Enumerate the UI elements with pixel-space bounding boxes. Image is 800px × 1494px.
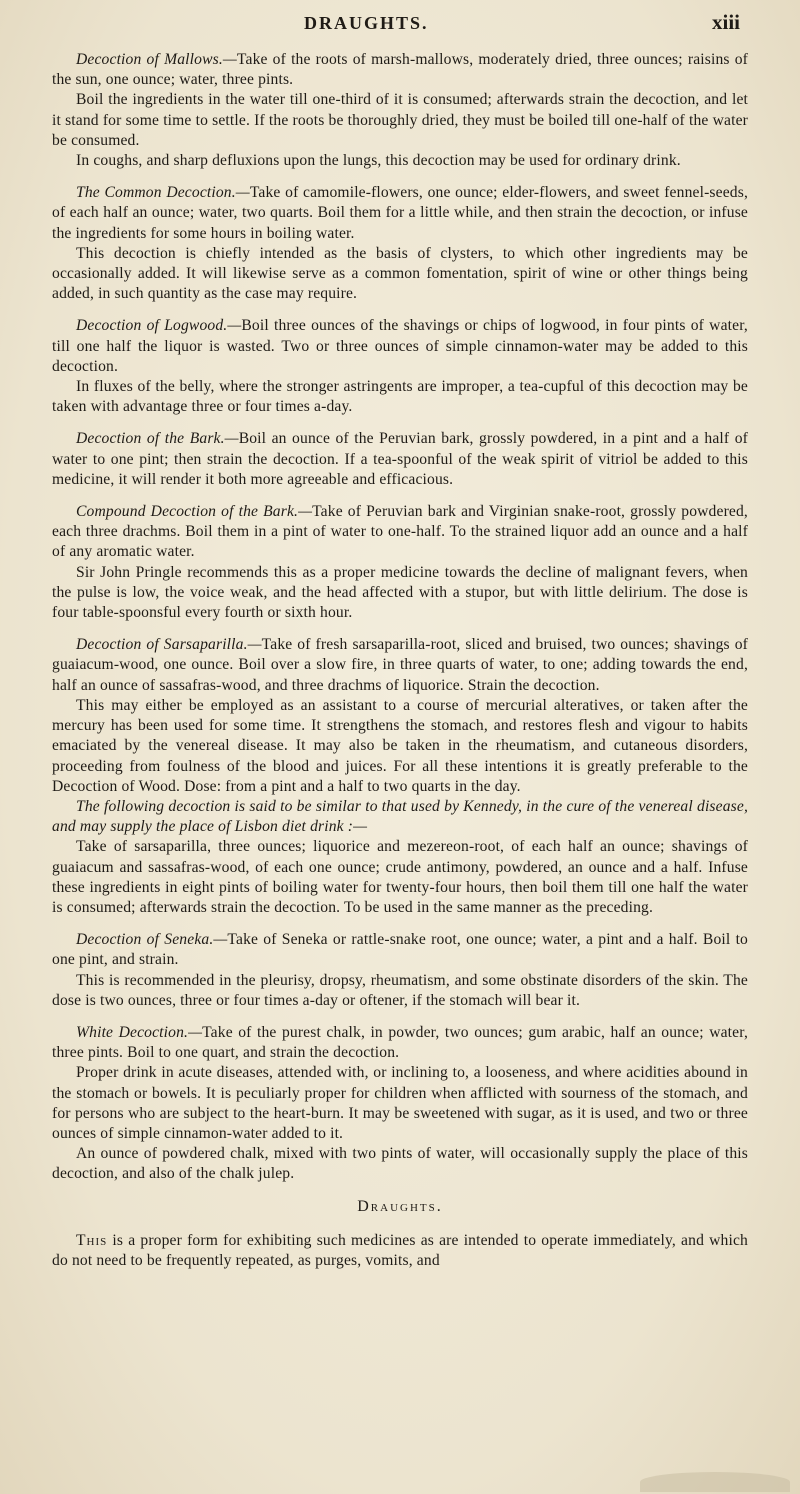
section-mallows — [52, 50, 748, 171]
page-number: xiii — [711, 10, 740, 34]
page-header — [52, 10, 748, 50]
section-white-decoction — [52, 1023, 748, 1185]
entry-text: Boil three ounces of the shavings or chips of logwood, in four pints of water, till one half the liquor is wasted. Two or three ounces of simple cinnamon-water may be added to this decoction. — [52, 317, 748, 375]
entry-title: Decoction of Logwood.— — [76, 317, 242, 335]
paragraph: An ounce of powdered chalk, mixed with two pints of water, will occasionally supply the place of this decoction, and also of the chalk julep. — [52, 1145, 748, 1183]
section-heading-draughts: Draughts. — [357, 1197, 443, 1215]
entry-text: is a proper form for exhibiting such medicines as are intended to operate immediately, and which do not need to be frequently repeated, as purges, vomits, and — [52, 1231, 748, 1269]
entry-title: Decoction of Sarsaparilla.— — [76, 636, 262, 654]
section-gap — [52, 918, 748, 930]
paragraph — [52, 183, 748, 244]
paragraph: In coughs, and sharp defluxions upon the lungs, this decoction may be used for ordinary drink. — [76, 152, 681, 170]
paragraph — [52, 50, 748, 90]
paragraph — [52, 930, 748, 970]
paragraph — [52, 635, 748, 696]
paragraph — [52, 429, 748, 490]
paragraph: This is recommended in the pleurisy, dropsy, rheumatism, and some obstinate disorders of the skin. The dose is two ounces, three or four times a-day or oftener, if the stomach will bear it. — [52, 971, 748, 1009]
paragraph: Proper drink in acute diseases, attended with, or inclining to, a looseness, and where acidities abound in the stomach or bowels. It is peculiarly proper for children when afflicted with sourness of the stomach, and for persons who are subject to the heart-burn. It may be sweetened with sugar, as it is used, and two or three ounces of simple cinnamon-water added to it. — [52, 1064, 748, 1142]
entry-text: Take of fresh sarsaparilla-root, sliced and bruised, two ounces; shavings of guaiacum-wood, one ounce. Boil over a slow fire, in three quarts of water, to one; adding towards the end, half an ounce of sassafras-wood, and three drachms of liquorice. Strain the decoction. — [52, 636, 748, 694]
section-seneka — [52, 930, 748, 1011]
section-gap — [52, 1011, 748, 1023]
section-gap — [52, 490, 748, 502]
entry-text: Take of Peruvian bark and Virginian snake-root, grossly powdered, each three drachms. Boil them in a pint of water to one-half. To the strained liquor add an ounce and a half of any aromatic water. — [52, 503, 748, 561]
section-sarsaparilla — [52, 635, 748, 918]
entry-text: Take of the purest chalk, in powder, two ounces; gum arabic, half an ounce; water, three pints. Boil to one quart, and strain the decoction. — [52, 1023, 748, 1062]
section-gap — [52, 304, 748, 316]
entry-title: Decoction of the Bark.— — [76, 430, 239, 448]
paragraph — [52, 1231, 748, 1271]
entry-text: Take of camomile-flowers, one ounce; elder-flowers, and sweet fennel-seeds, of each half an ounce; water, two quarts. Boil them for a little while, and then strain the decoction, or infuse the ingredients for some hours in boiling water. — [52, 184, 748, 242]
entry-title: The Common Decoction.— — [76, 184, 250, 202]
lead-word: This — [76, 1231, 108, 1249]
page-body — [52, 50, 748, 1271]
paragraph: Take of sarsaparilla, three ounces; liquorice and mezereon-root, of each half an ounce; shavings of guaiacum and sassafras-wood, of each one ounce; crude antimony, powdered, an ounce and a half. Infuse these ingredients in eight pints of boiling water for twenty-four hours, then boil them till one half the water is consumed; afterwards strain the decoction. To be used in the same manner as the preceding. — [52, 838, 748, 916]
paragraph: Boil the ingredients in the water till one-third of it is consumed; afterwards strain the decoction, and let it stand for some time to settle. If the roots be thoroughly dried, they must be boiled till one-half of the water be consumed. — [52, 91, 748, 149]
section-bark — [52, 429, 748, 490]
section-compound-bark — [52, 502, 748, 623]
entry-text: Take of the roots of marsh-mallows, moderately dried, three ounces; raisins of the sun, one ounce; water, three pints. — [52, 51, 748, 89]
entry-text: Take of Seneka or rattle-snake root, one ounce; water, a pint and a half. Boil to one pint, and strain. — [52, 931, 748, 969]
paragraph: This may either be employed as an assistant to a course of mercurial alteratives, or taken after the mercury has been used for some time. It strengthens the stomach, and restores flesh and vigour to habits emaciated by the venereal disease. It may also be taken in the rheumatism, and cutaneous disorders, proceeding from foulness of the blood and juices. For all these intentions it is greatly preferable to the Decoction of Wood. Dose: from a pint and a half to two quarts in the day. — [52, 696, 748, 795]
section-logwood — [52, 316, 748, 417]
paragraph: In fluxes of the belly, where the stronger astringents are improper, a tea-cupful of this decoction may be taken with advantage three or four times a-day. — [52, 378, 748, 416]
entry-title: Decoction of Seneka.— — [76, 931, 228, 949]
paper-stain — [640, 1472, 790, 1492]
entry-title: White Decoction.— — [76, 1023, 203, 1041]
entry-title: Compound Decoction of the Bark.— — [76, 503, 313, 521]
entry-text: Boil an ounce of the Peruvian bark, grossly powdered, in a pint and a half of water to one pint; then strain the decoction. If a tea-spoonful of the weak spirit of vitriol be added to this medicine, it will render it both more agreeable and efficacious. — [52, 430, 748, 488]
section-common-decoction — [52, 183, 748, 304]
section-gap — [52, 171, 748, 183]
paragraph — [52, 316, 748, 377]
paragraph: Sir John Pringle recommends this as a proper medicine towards the decline of malignant fevers, when the pulse is low, the voice weak, and the head affected with a stupor, but with little delirium. The dose is four table-spoonsful every fourth or sixth hour. — [52, 563, 748, 622]
paragraph-italic: The following decoction is said to be similar to that used by Kennedy, in the cure of the venereal disease, and may supply the place of Lisbon diet drink :— — [52, 797, 748, 836]
section-gap — [52, 623, 748, 635]
section-gap — [52, 417, 748, 429]
paragraph: This decoction is chiefly intended as the basis of clysters, to which other ingredients may be occasionally added. It will likewise serve as a common fomentation, spirit of wine or other things being added, in such quantity as the case may require. — [52, 244, 748, 303]
paragraph — [52, 502, 748, 563]
paragraph — [52, 1023, 748, 1063]
running-head: DRAUGHTS. — [304, 13, 429, 33]
entry-title: Decoction of Mallows.— — [76, 51, 237, 68]
